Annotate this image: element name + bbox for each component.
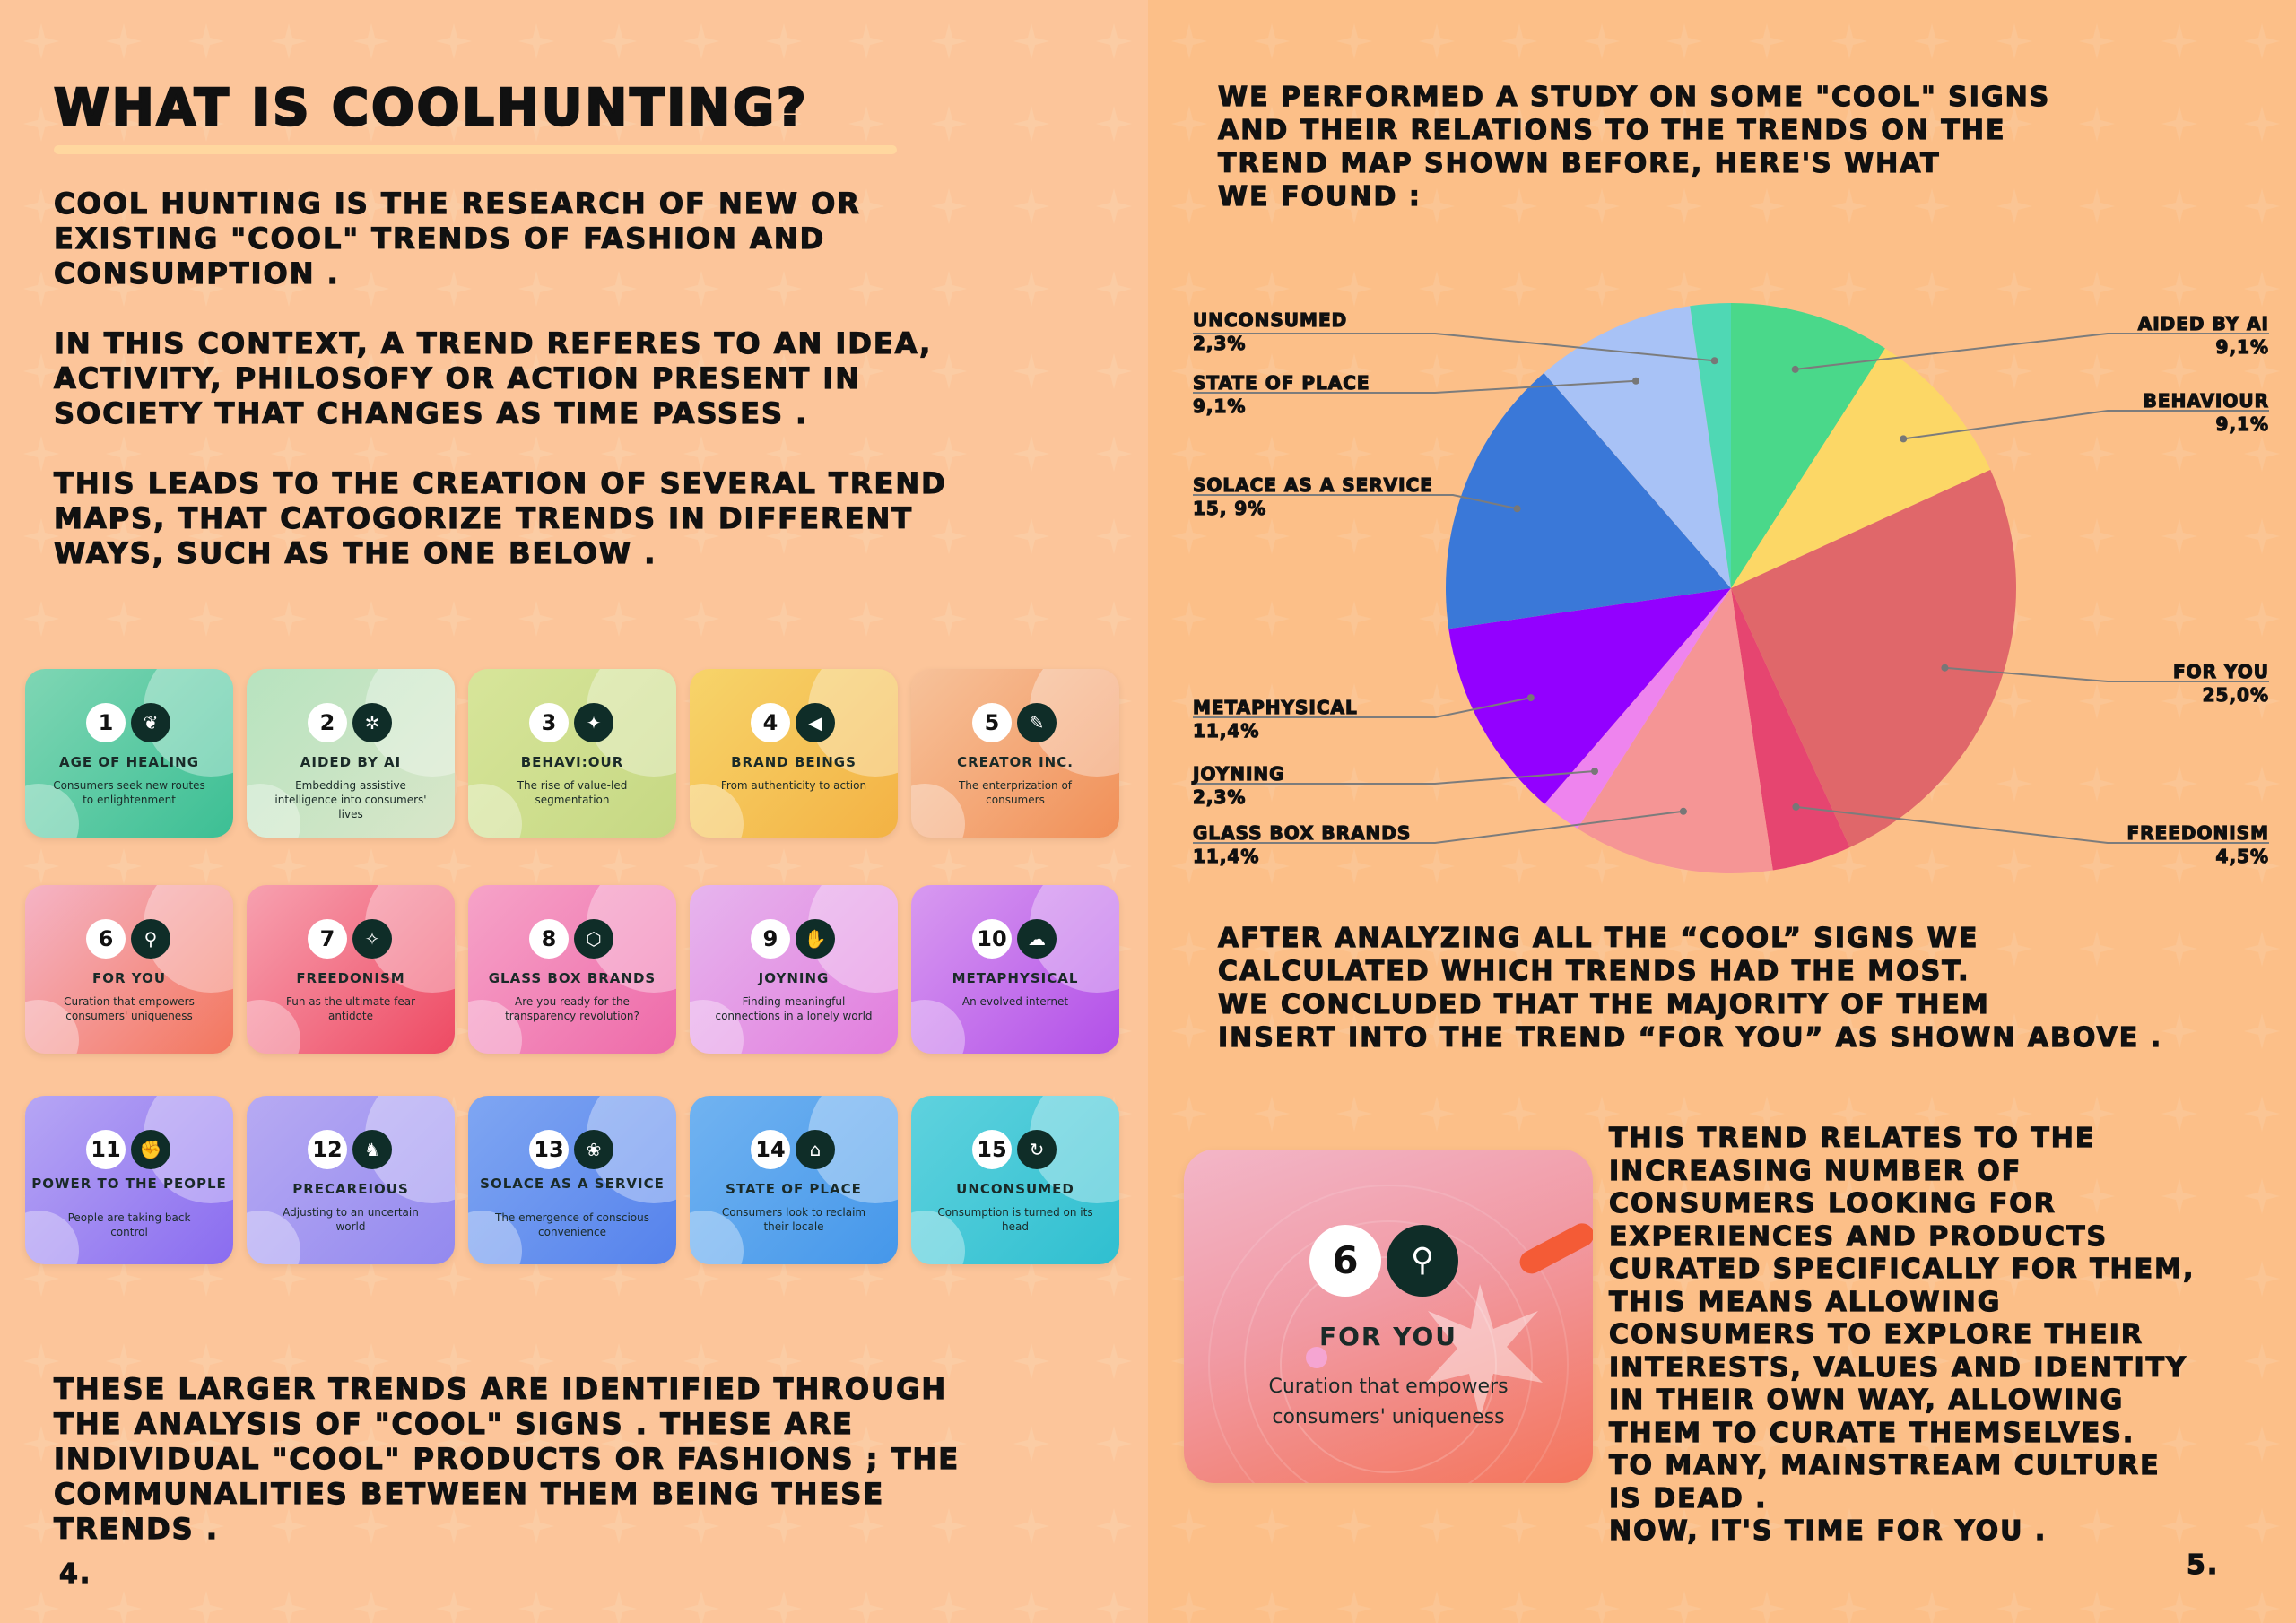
feature-card-decoration bbox=[1184, 1150, 1593, 1483]
trend-subtitle: People are taking back control bbox=[67, 1211, 191, 1238]
feature-card-subtitle: Curation that empowers consumers' uniqueness bbox=[1268, 1376, 1509, 1428]
trend-card bbox=[25, 1096, 233, 1264]
trend-subtitle: Consumers look to reclaim their locale bbox=[721, 1206, 866, 1233]
search-person-icon: ⚲ bbox=[131, 919, 170, 959]
hands-icon: ✋ bbox=[796, 919, 835, 959]
pie-leader-dot bbox=[1711, 357, 1718, 364]
pie-label-value: 9,1% bbox=[2215, 336, 2269, 358]
description-line: TO MANY, MAINSTREAM CULTURE bbox=[1609, 1450, 2161, 1481]
recycle-icon: ↻ bbox=[1017, 1130, 1057, 1169]
description-line: CONSUMERS LOOKING FOR bbox=[1609, 1188, 2057, 1219]
trend-subtitle: The rise of value-led segmentation bbox=[517, 779, 628, 806]
conclusion-line: WE CONCLUDED THAT THE MAJORITY OF THEM bbox=[1218, 989, 1990, 1020]
definition-line: SOCIETY THAT CHANGES AS TIME PASSES . bbox=[54, 396, 809, 430]
trend-title: UNCONSUMED bbox=[956, 1181, 1074, 1197]
trend-title: AIDED BY AI bbox=[300, 754, 402, 770]
trend-card bbox=[25, 885, 233, 1054]
pie-label-value: 11,4% bbox=[1193, 846, 1260, 867]
pie-label bbox=[1193, 473, 1433, 520]
trend-subtitle: Are you ready for the transparency revolution? bbox=[505, 995, 639, 1022]
description-line: THIS MEANS ALLOWING bbox=[1609, 1286, 2002, 1318]
pie-label bbox=[1193, 762, 1285, 809]
intro-line: CONSUMPTION . bbox=[54, 256, 340, 291]
edit-icon: ✎ bbox=[1017, 703, 1057, 742]
definition-line: ACTIVITY, PHILOSOFY OR ACTION PRESENT IN bbox=[54, 361, 862, 395]
trend-card bbox=[468, 885, 676, 1054]
definition-line: IN THIS CONTEXT, A TREND REFERES TO AN IDEA, bbox=[54, 326, 933, 360]
pie-leader-dot bbox=[1680, 808, 1687, 815]
maps-line: MAPS, THAT CATOGORIZE TRENDS IN DIFFERENT bbox=[54, 501, 914, 535]
description-line: INCREASING NUMBER OF bbox=[1609, 1155, 2022, 1187]
rocking-horse-icon: ♞ bbox=[352, 1130, 392, 1169]
description-line: CURATED SPECIFICALLY FOR THEM, bbox=[1609, 1254, 2196, 1285]
pie-leader-dot bbox=[1792, 803, 1799, 811]
fist-icon: ✊ bbox=[131, 1130, 170, 1169]
pie-label bbox=[1193, 308, 1347, 355]
page-number: 5. bbox=[2187, 1549, 2220, 1581]
feature-card-title: FOR YOU bbox=[1318, 1322, 1458, 1351]
box-icon: ⬡ bbox=[574, 919, 613, 959]
trend-number: 8 bbox=[529, 919, 569, 959]
trend-title: METAPHYSICAL bbox=[952, 970, 1079, 986]
trend-number: 7 bbox=[308, 919, 347, 959]
trend-card bbox=[911, 1096, 1119, 1264]
study-intro-line: WE PERFORMED A STUDY ON SOME "COOL" SIGNS bbox=[1218, 82, 2051, 113]
butterfly-icon: ❦ bbox=[131, 703, 170, 742]
trend-number: 4 bbox=[751, 703, 790, 742]
trend-card bbox=[247, 885, 455, 1054]
trend-subtitle: From authenticity to action bbox=[720, 779, 867, 792]
trend-title: BEHAVI:OUR bbox=[520, 754, 624, 770]
description-line: CONSUMERS TO EXPLORE THEIR bbox=[1609, 1319, 2144, 1350]
description-line: NOW, IT'S TIME FOR YOU . bbox=[1609, 1515, 2048, 1547]
pie-label-value: 2,3% bbox=[1193, 786, 1247, 808]
pie-label-value: 2,3% bbox=[1193, 333, 1247, 354]
pie-label-value: 4,5% bbox=[2215, 846, 2269, 867]
conclusion-line: INSERT INTO THE TREND “FOR YOU” AS SHOWN ABOVE . bbox=[1218, 1022, 2163, 1054]
trend-subtitle: The emergence of conscious convenience bbox=[494, 1211, 650, 1238]
maps-line: THIS LEADS TO THE CREATION OF SEVERAL TREND bbox=[54, 466, 947, 500]
title-underline bbox=[54, 145, 897, 154]
pie-label-name: BEHAVIOUR bbox=[2143, 390, 2269, 412]
maps-line: WAYS, SUCH AS THE ONE BELOW . bbox=[54, 536, 657, 570]
pie-leader-dot bbox=[1527, 694, 1535, 701]
signs-line: TRENDS . bbox=[54, 1512, 220, 1546]
trend-subtitle: Embedding assistive intelligence into consumers' lives bbox=[274, 779, 427, 820]
cloud-globe-icon: ☁ bbox=[1017, 919, 1057, 959]
trend-title: PRECAREIOUS bbox=[292, 1181, 409, 1197]
trend-card bbox=[911, 885, 1119, 1054]
trend-card bbox=[247, 1096, 455, 1264]
intro-line: EXISTING "COOL" TRENDS OF FASHION AND bbox=[54, 221, 826, 256]
trend-title: JOYNING bbox=[758, 970, 830, 986]
trend-title: CREATOR INC. bbox=[957, 754, 1074, 770]
pie-label bbox=[2127, 821, 2269, 868]
trend-number: 12 bbox=[308, 1130, 347, 1169]
pie-label-value: 25,0% bbox=[2202, 684, 2269, 706]
trend-subtitle: Finding meaningful connections in a lonely world bbox=[715, 995, 873, 1022]
house-icon: ⌂ bbox=[796, 1130, 835, 1169]
figure-icon: ✦ bbox=[574, 703, 613, 742]
trend-subtitle: An evolved internet bbox=[961, 995, 1069, 1008]
feature-card-number: 6 bbox=[1309, 1225, 1381, 1297]
pie-label bbox=[1193, 821, 1411, 868]
pie-label-name: SOLACE AS A SERVICE bbox=[1193, 474, 1433, 496]
trend-title: BRAND BEINGS bbox=[731, 754, 857, 770]
description-line: INTERESTS, VALUES AND IDENTITY bbox=[1609, 1351, 2187, 1384]
pie-leader-dot bbox=[1514, 505, 1521, 512]
trend-number: 13 bbox=[529, 1130, 569, 1169]
trend-card bbox=[911, 669, 1119, 838]
description-line: THEM TO CURATE THEMSELVES. bbox=[1609, 1417, 2135, 1449]
signs-line: INDIVIDUAL "COOL" PRODUCTS OR FASHIONS ; THE bbox=[54, 1442, 961, 1476]
trend-title: GLASS BOX BRANDS bbox=[488, 970, 657, 986]
trend-title: SOLACE AS A SERVICE bbox=[480, 1176, 665, 1192]
description-line: IN THEIR OWN WAY, ALLOWING bbox=[1609, 1384, 2125, 1416]
pie-label-value: 9,1% bbox=[2215, 413, 2269, 435]
trend-number: 9 bbox=[751, 919, 790, 959]
intro-paragraph bbox=[54, 187, 1121, 291]
trend-title: FREEDONISM bbox=[296, 970, 405, 986]
trend-pie-chart bbox=[1148, 0, 2296, 897]
trend-subtitle: Consumers seek new routes to enlightenment bbox=[53, 779, 205, 806]
conclusion-line: AFTER ANALYZING ALL THE “COOL” SIGNS WE bbox=[1218, 923, 1979, 954]
study-intro-line: TREND MAP SHOWN BEFORE, HERE'S WHAT bbox=[1218, 148, 1941, 179]
pie-leader-dot bbox=[1632, 378, 1639, 385]
signs-line: COMMUNALITIES BETWEEN THEM BEING THESE bbox=[54, 1477, 885, 1511]
trend-title: FOR YOU bbox=[91, 970, 167, 986]
page-title: WHAT IS COOLHUNTING? bbox=[54, 79, 809, 137]
signs-line: THE ANALYSIS OF "COOL" SIGNS . THESE ARE bbox=[54, 1407, 854, 1441]
trend-number: 6 bbox=[86, 919, 126, 959]
pie-label-name: GLASS BOX BRANDS bbox=[1193, 822, 1412, 844]
pie-label-name: FREEDONISM bbox=[2126, 822, 2269, 844]
description-line: IS DEAD . bbox=[1609, 1482, 1768, 1515]
conclusion-paragraph bbox=[1218, 922, 2162, 1055]
for-you-description bbox=[1609, 1123, 2195, 1549]
pie-label-value: 9,1% bbox=[1193, 395, 1247, 417]
cheers-icon: ✧ bbox=[352, 919, 392, 959]
trend-definition-paragraph bbox=[54, 326, 1121, 431]
trend-card bbox=[690, 669, 898, 838]
pie-label bbox=[1193, 371, 1370, 418]
trend-number: 14 bbox=[751, 1130, 790, 1169]
trend-subtitle: Consumption is turned on its head bbox=[937, 1206, 1093, 1233]
trend-title: AGE OF HEALING bbox=[58, 754, 200, 770]
pie-label bbox=[2144, 389, 2269, 436]
trend-subtitle: Adjusting to an uncertain world bbox=[283, 1206, 419, 1233]
pie-label bbox=[2138, 312, 2269, 359]
trend-card bbox=[25, 669, 233, 838]
right-page bbox=[1148, 0, 2296, 1623]
trend-subtitle: The enterprization of consumers bbox=[958, 779, 1073, 806]
trend-card bbox=[690, 885, 898, 1054]
page-number: 4. bbox=[59, 1558, 92, 1590]
pie-label bbox=[1193, 696, 1358, 742]
pie-label-name: UNCONSUMED bbox=[1193, 309, 1348, 331]
trend-card bbox=[468, 1096, 676, 1264]
helping-hand-icon: ❀ bbox=[574, 1130, 613, 1169]
description-line: EXPERIENCES AND PRODUCTS bbox=[1609, 1220, 2109, 1253]
trend-number: 11 bbox=[86, 1130, 126, 1169]
pie-leader-dot bbox=[1941, 664, 1948, 672]
pie-leader-dot bbox=[1900, 435, 1907, 442]
pie-label-name: AIDED BY AI bbox=[2137, 313, 2269, 334]
trend-title: POWER TO THE PEOPLE bbox=[31, 1176, 227, 1192]
conclusion-line: CALCULATED WHICH TRENDS HAD THE MOST. bbox=[1218, 956, 1970, 987]
megaphone-icon: ◀ bbox=[796, 703, 835, 742]
trend-subtitle: Curation that empowers consumers' uniqueness bbox=[64, 995, 195, 1022]
trend-number: 5 bbox=[972, 703, 1012, 742]
trend-number: 15 bbox=[972, 1130, 1012, 1169]
trend-maps-paragraph bbox=[54, 466, 1121, 571]
pie-label-name: JOYNING bbox=[1193, 763, 1285, 785]
trend-number: 1 bbox=[86, 703, 126, 742]
pie-label-name: FOR YOU bbox=[2172, 661, 2269, 682]
trend-number: 2 bbox=[308, 703, 347, 742]
pie-label bbox=[2173, 660, 2269, 707]
pie-label-name: METAPHYSICAL bbox=[1193, 697, 1358, 718]
trend-card bbox=[690, 1096, 898, 1264]
pie-label-value: 11,4% bbox=[1193, 720, 1260, 742]
pie-label-name: STATE OF PLACE bbox=[1193, 372, 1370, 394]
study-intro-line: AND THEIR RELATIONS TO THE TRENDS ON THE bbox=[1218, 115, 2006, 146]
study-intro-line: WE FOUND : bbox=[1218, 181, 1422, 213]
trend-title: STATE OF PLACE bbox=[726, 1181, 862, 1197]
for-you-feature-card bbox=[1184, 1150, 1593, 1483]
description-line: THIS TREND RELATES TO THE bbox=[1609, 1123, 2096, 1154]
pie-label-value: 15, 9% bbox=[1193, 498, 1267, 519]
signs-line: THESE LARGER TRENDS ARE IDENTIFIED THROUGH bbox=[54, 1372, 948, 1406]
trend-number: 3 bbox=[529, 703, 569, 742]
trend-card bbox=[468, 669, 676, 838]
pie-leader-dot bbox=[1792, 366, 1799, 373]
search-person-icon: ⚲ bbox=[1387, 1225, 1458, 1297]
trend-subtitle: Fun as the ultimate fear antidote bbox=[285, 995, 416, 1022]
brain-gear-icon: ✲ bbox=[352, 703, 392, 742]
trend-card bbox=[247, 669, 455, 838]
trend-number: 10 bbox=[972, 919, 1012, 959]
intro-line: COOL HUNTING IS THE RESEARCH OF NEW OR bbox=[54, 187, 861, 221]
signs-paragraph bbox=[54, 1372, 1121, 1547]
pie-leader-dot bbox=[1591, 768, 1598, 775]
